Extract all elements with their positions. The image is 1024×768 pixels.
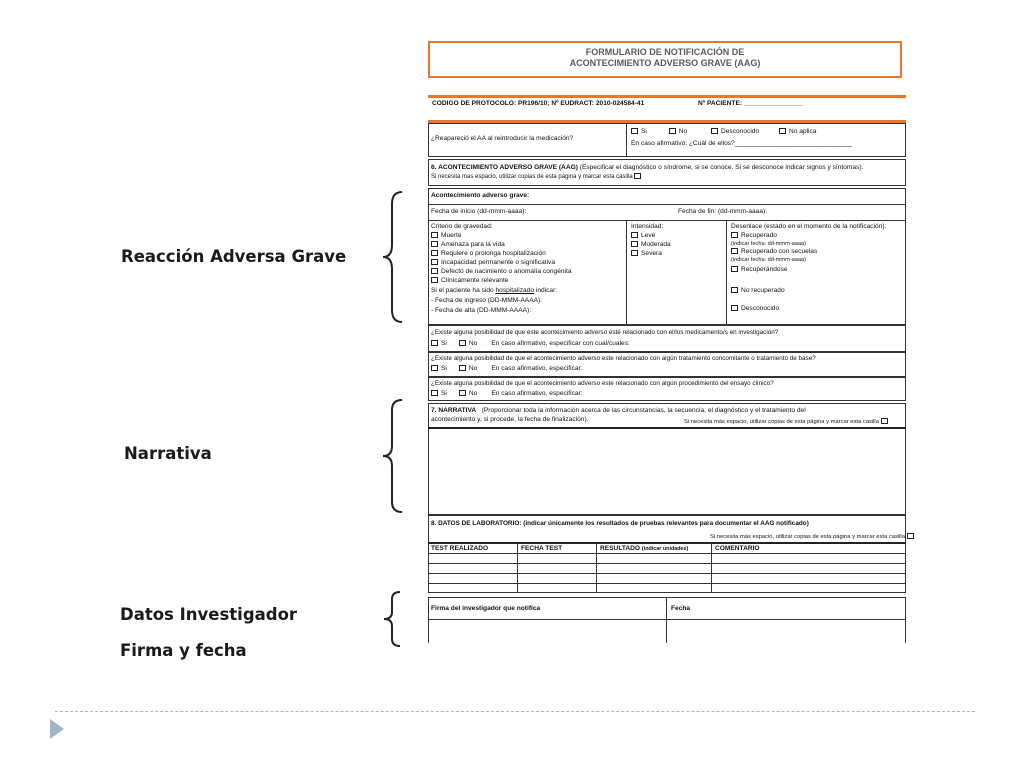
criterio-item: Incapacidad permanente o significativa <box>431 259 555 267</box>
curly-brace-icon <box>380 398 406 514</box>
checkbox-si[interactable] <box>431 340 438 346</box>
checkbox[interactable] <box>431 250 438 256</box>
reappearance-which: En caso afirmativo: ¿Cuál de ellos?________________________________ <box>631 140 853 147</box>
checkbox-desconocido[interactable] <box>711 128 718 134</box>
fecha-fin: Fecha de fin: (dd-mmm-aaaa): <box>678 208 768 215</box>
checkbox[interactable] <box>631 232 638 238</box>
firma-label: Firma del investigador que notifica <box>431 605 541 612</box>
checkbox[interactable] <box>731 232 738 238</box>
section-8-space-note: Si necesita más espacio, utilizar copias de esta página y marcar esta casilla <box>710 533 917 541</box>
lab-col-comentario: COMENTARIO <box>715 545 760 552</box>
fecha-alta: - Fecha de alta (DD-MMM-AAAA): <box>431 307 532 314</box>
intensidad-item: Moderada <box>631 241 671 249</box>
checkbox-si[interactable] <box>431 365 438 371</box>
checkbox-no[interactable] <box>459 340 466 346</box>
desenlace-item: Desconocido <box>731 305 779 313</box>
checkbox[interactable] <box>431 268 438 274</box>
checkbox[interactable] <box>731 305 738 311</box>
notification-form <box>428 41 906 643</box>
desenlace-item: Recuperándose <box>731 266 788 274</box>
reappearance-options: Si No Desconocido No aplica <box>631 128 816 136</box>
checkbox[interactable] <box>731 266 738 272</box>
checkbox-no[interactable] <box>459 365 466 371</box>
lab-col-resultado: RESULTADO (indicar unidades) <box>600 545 689 552</box>
fecha-ingreso: - Fecha de ingreso (DD-MMM-AAAA): <box>431 297 543 304</box>
narrative-textarea[interactable] <box>429 430 905 514</box>
q1-options: Si No En caso afirmativo, especificar con cual/cuales: <box>431 340 630 348</box>
section-6-space-note: Si necesita mas espacio, utilizar copias de esta página y marcar esta casilla <box>431 173 644 181</box>
q1-text: ¿Existe alguna posibilidad de que éste acontecimiento adverso esté relacionado con el/los medicamento/s en investigación? <box>431 329 779 336</box>
patient-number: Nº PACIENTE: ________________ <box>698 100 803 107</box>
desenlace-item: Recuperado con secuelas <box>731 248 817 256</box>
criterio-item: Defecto de nacimiento o anomalía congénita <box>431 268 572 276</box>
section-8-title: 8. DATOS DE LABORATORIO: (indicar únicamente los resultados de pruebas relevantes para documentar el AAG notificado) <box>431 520 809 527</box>
desenlace-title: Desenlace (estado en el momento de la notificación): <box>731 223 887 230</box>
label-reaccion-adversa-grave: Reacción Adversa Grave <box>121 247 347 266</box>
hosp-note: Si el paciente ha sido hospitalizado indicar: <box>431 287 558 294</box>
q2-options: Si No En caso afirmativo, especificar: <box>431 365 583 373</box>
checkbox[interactable] <box>731 287 738 293</box>
checkbox[interactable] <box>731 248 738 254</box>
aag-label: Acontecimiento adverso grave: <box>431 192 530 199</box>
checkbox[interactable] <box>431 259 438 265</box>
checkbox-more-space[interactable] <box>907 533 914 539</box>
checkbox-si[interactable] <box>631 128 638 134</box>
checkbox[interactable] <box>631 250 638 256</box>
date-field[interactable] <box>667 620 905 643</box>
form-title-line2: ACONTECIMIENTO ADVERSO GRAVE (AAG) <box>569 58 761 68</box>
checkbox-no-aplica[interactable] <box>779 128 786 134</box>
desenlace-note: (indicar fecha: dd-mmm-aaaa) <box>731 257 806 263</box>
section-6-title: 6. ACONTECIMIENTO ADVERSO GRAVE (AAG) (Especificar el diagnóstico o síndrome, si se conoce. Si se desconoce indicar signos y síntomas). <box>431 164 864 171</box>
label-narrativa: Narrativa <box>124 444 212 463</box>
checkbox[interactable] <box>431 277 438 283</box>
criterio-title: Criterio de gravedad: <box>431 223 493 230</box>
criterio-item: Clínicamente relevante <box>431 277 508 285</box>
section-7-title: 7. NARRATIVA (Proporcionar toda la información acerca de las circunstancias, la secuencia, el diagnóstico y el tratamiento del <box>431 407 806 414</box>
criterio-item: Muerte <box>431 232 462 240</box>
fecha-inicio: Fecha de inicio (dd-mmm-aaaa): <box>431 208 527 215</box>
label-datos-investigador: Datos Investigador <box>120 605 298 624</box>
checkbox-more-space[interactable] <box>634 173 641 179</box>
checkbox-more-space[interactable] <box>881 418 888 424</box>
checkbox[interactable] <box>431 232 438 238</box>
checkbox-si[interactable] <box>431 390 438 396</box>
q3-text: ¿Existe alguna posibilidad de que el acontecimiento adverso este relacionado con algún procedimiento del ensayo clínico? <box>431 380 774 387</box>
label-firma-fecha: Firma y fecha <box>120 641 247 660</box>
criterio-item: Amenaza para la vida <box>431 241 505 249</box>
section-7-space-note: Si necesita más espacio, utilizar copias de esta página y marcar esta casilla <box>684 418 891 426</box>
fecha-label: Fecha <box>671 605 691 612</box>
form-title-line1: FORMULARIO DE NOTIFICACIÓN DE <box>585 47 745 57</box>
lab-col-test: TEST REALIZADO <box>431 545 489 552</box>
checkbox-no[interactable] <box>669 128 676 134</box>
desenlace-item: Recuperado <box>731 232 777 240</box>
intensidad-item: Severa <box>631 250 662 258</box>
lab-col-fecha: FECHA TEST <box>521 545 563 552</box>
desenlace-item: No recuperado <box>731 287 785 295</box>
orange-rule <box>428 95 906 98</box>
q3-options: Si No En caso afirmativo, especificar: <box>431 390 583 398</box>
curly-brace-icon <box>380 590 406 648</box>
slide-bullet-icon <box>50 719 64 739</box>
curly-brace-icon <box>380 190 406 324</box>
checkbox-no[interactable] <box>459 390 466 396</box>
protocol-code: CODIGO DE PROTOCOLO: PR196/10; Nº EUDRACT: 2010-024584-41 <box>432 100 645 107</box>
section-7-line2: acontecimiento y, si procede, la fecha de finalización). <box>431 416 589 423</box>
checkbox[interactable] <box>431 241 438 247</box>
intensidad-title: Intensidad: <box>631 223 664 230</box>
form-title <box>428 41 902 78</box>
intensidad-item: Leve <box>631 232 655 240</box>
criterio-item: Requiere o prolonga hospitalización <box>431 250 546 258</box>
reappearance-question: ¿Reapareció el AA al reintroducir la medicación? <box>431 135 574 142</box>
desenlace-note: (indicar fecha: dd-mmm-aaaa) <box>731 241 806 247</box>
signature-field[interactable] <box>429 620 665 643</box>
footer-divider <box>55 711 975 712</box>
q2-text: ¿Existe alguna posibilidad de que el acontecimiento adverso este relacionado con algún tratamiento concomitante o tratamiento de base? <box>431 355 816 362</box>
checkbox[interactable] <box>631 241 638 247</box>
